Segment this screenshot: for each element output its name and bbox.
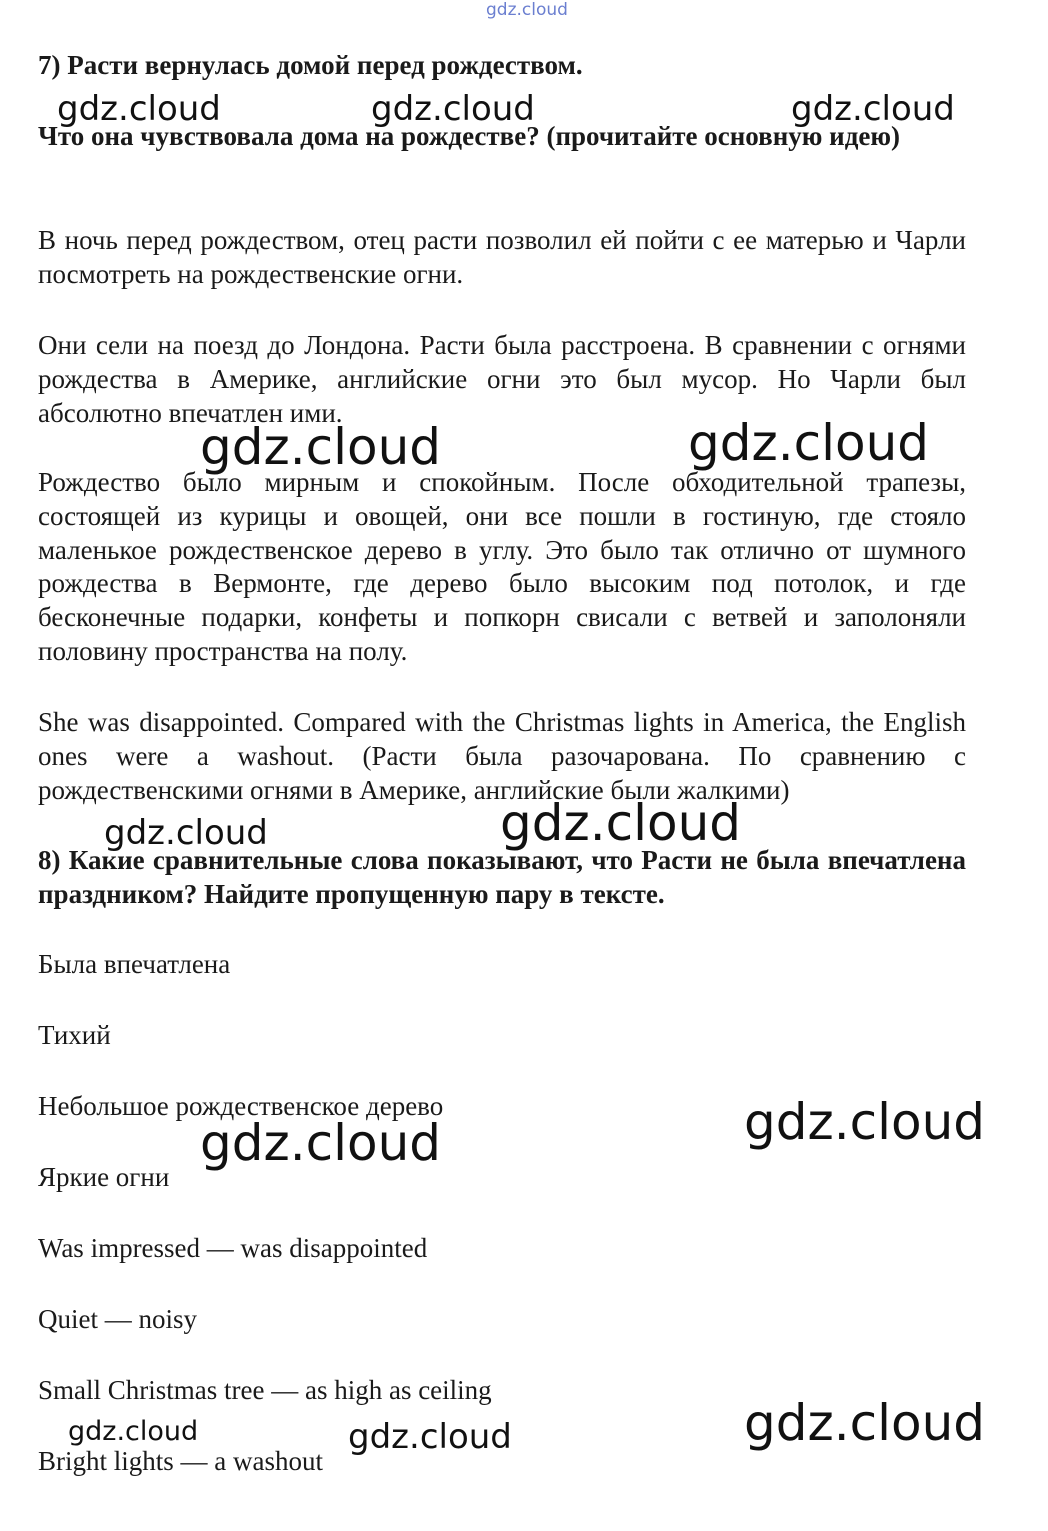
question-7-paragraph-1: В ночь перед рождеством, отец расти позволил ей пойти с ее матерью и Чарли посмотреть на рождественские огни. <box>38 225 966 289</box>
question-7-paragraph-4: She was disappointed. Compared with the Christmas lights in America, the English ones were a washout. (Расти была разочарована. По сравнению с рождественскими огнями в Америке, английские были жалкими) <box>38 707 966 805</box>
answer-item: Была впечатлена <box>38 949 231 979</box>
answer-item: Bright lights — a washout <box>38 1446 323 1476</box>
answer-item: Quiet — noisy <box>38 1304 197 1334</box>
question-8-prompt: 8) Какие сравнительные слова показывают, что Расти не была впечатлена праздником? Найдите пропущенную пару в тексте. <box>38 845 966 909</box>
watermark-text: gdz.cloud <box>68 1416 199 1447</box>
question-7-title: 7) Расти вернулась домой перед рождеством. <box>38 50 583 80</box>
answer-item: Тихий <box>38 1020 111 1050</box>
answer-item: Small Christmas tree — as high as ceiling <box>38 1375 492 1405</box>
watermark-text: gdz.cloud <box>744 1093 986 1151</box>
watermark-text: gdz.cloud <box>744 1394 986 1452</box>
watermark-text: gdz.cloud <box>348 1417 512 1457</box>
watermark-text: gdz.cloud <box>104 813 268 853</box>
watermark-text: gdz.cloud <box>200 1114 442 1172</box>
watermark-text: gdz.cloud <box>688 414 930 472</box>
answer-item: Was impressed — was disappointed <box>38 1233 428 1263</box>
header-watermark: gdz.cloud <box>486 0 568 20</box>
answer-item: Яркие огни <box>38 1162 170 1192</box>
question-7-paragraph-3: Рождество было мирным и спокойным. После обходительной трапезы, состоящей из курицы и овощей, они все пошли в гостиную, где стояло маленькое рождественское дерево в углу. Это было так отлично от шумного рождества в Вермонте, где дерево было высоким под потолок, и где бесконечные подарки, конфеты и попкорн свисали с ветвей и заполоняли половину пространства на полу. <box>38 467 966 666</box>
watermark-text: gdz.cloud <box>200 418 442 476</box>
answer-item: Небольшое рождественское дерево <box>38 1091 444 1121</box>
watermark-text: gdz.cloud <box>791 89 955 129</box>
question-7-prompt: Что она чувствовала дома на рождестве? (прочитайте основную идею) <box>38 121 900 151</box>
watermark-text: gdz.cloud <box>371 89 535 129</box>
watermark-text: gdz.cloud <box>500 794 742 852</box>
watermark-text: gdz.cloud <box>57 89 221 129</box>
question-7-paragraph-2: Они сели на поезд до Лондона. Расти была расстроена. В сравнении с огнями рождества в Америке, английские огни это был мусор. Но Чарли был абсолютно впечатлен ими. <box>38 330 966 428</box>
